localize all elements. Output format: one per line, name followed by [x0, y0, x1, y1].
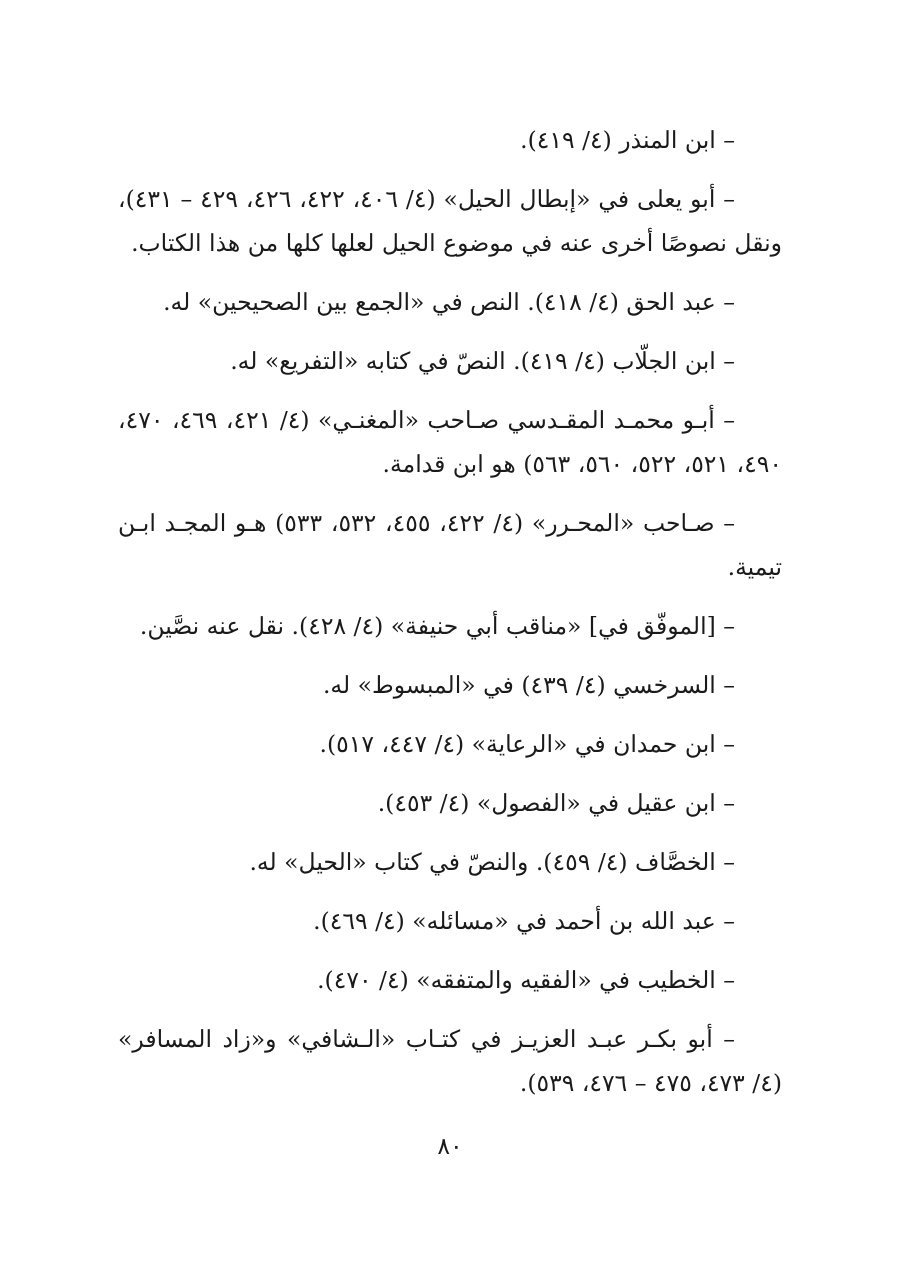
entry-ibn-hamdan: [118, 722, 782, 766]
entry-text: – ابن عقيل في «الفصول» (٤/ ٤٥٣).: [377, 789, 735, 817]
entry-text: – عبد الله بن أحمد في «مسائله» (٤/ ٤٦٩).: [313, 907, 735, 935]
entry-ibn-al-jallab: [118, 339, 782, 383]
entry-text: – الخصَّاف (٤/ ٤٥٩). والنصّ في كتاب «الحيل» له.: [249, 848, 735, 876]
entry-manaqib-abi-hanifa: [118, 604, 782, 648]
entry-al-khassaf: [118, 840, 782, 884]
entry-abu-muhammad-al-maqdisi: [118, 398, 782, 486]
entry-abdullah-ibn-ahmad: [118, 899, 782, 943]
entry-abu-bakr-abd-al-aziz: [118, 1017, 782, 1105]
page-body: [118, 118, 782, 1120]
entry-al-sarakhsi: [118, 663, 782, 707]
entry-abd-al-haqq: [118, 280, 782, 324]
page-number: ٨٠: [437, 1132, 463, 1160]
entry-al-khatib: [118, 958, 782, 1002]
entry-text: – ابن الجلّاب (٤/ ٤١٩). النصّ في كتابه «التفريع» له.: [230, 347, 735, 375]
entry-text: – صـاحب «المحـرر» (٤/ ٤٢٢، ٤٥٥، ٥٣٢، ٥٣٣) هـو المجـد ابـن تيمية.: [118, 509, 782, 581]
entry-text: – [الموفّق في] «مناقب أبي حنيفة» (٤/ ٤٢٨). نقل عنه نصَّين.: [139, 612, 735, 640]
entry-text: – ابن حمدان في «الرعاية» (٤/ ٤٤٧، ٥١٧).: [319, 730, 735, 758]
entry-ibn-al-mundhir: [118, 118, 782, 162]
entry-abu-yala: [118, 177, 782, 265]
entry-text: – أبو يعلى في «إبطال الحيل» (٤/ ٤٠٦، ٤٢٢، ٤٢٦، ٤٢٩ – ٤٣١)، ونقل نصوصًا أخرى عنه في موضوع الحيل لعلها كلها من هذا الكتاب.: [118, 185, 782, 257]
entry-text: – عبد الحق (٤/ ٤١٨). النص في «الجمع بين الصحيحين» له.: [163, 288, 735, 316]
entry-sahib-al-muharrar: [118, 501, 782, 589]
entry-ibn-aqil: [118, 781, 782, 825]
entry-text: – الخطيب في «الفقيه والمتفقه» (٤/ ٤٧٠).: [317, 966, 735, 994]
entry-text: – أبـو محمـد المقـدسي صـاحب «المغنـي» (٤/ ٤٢١، ٤٦٩، ٤٧٠، ٤٩٠، ٥٢١، ٥٢٢، ٥٦٠، ٥٦٣) هو ابن قدامة.: [118, 406, 782, 478]
entry-text: – أبو بكـر عبـد العزيـز في كتـاب «الـشافي» و«زاد المسافر» (٤/ ٤٧٣، ٤٧٥ – ٤٧٦، ٥٣٩).: [118, 1025, 782, 1097]
entry-text: – السرخسي (٤/ ٤٣٩) في «المبسوط» له.: [322, 671, 735, 699]
entry-text: – ابن المنذر (٤/ ٤١٩).: [520, 126, 735, 154]
